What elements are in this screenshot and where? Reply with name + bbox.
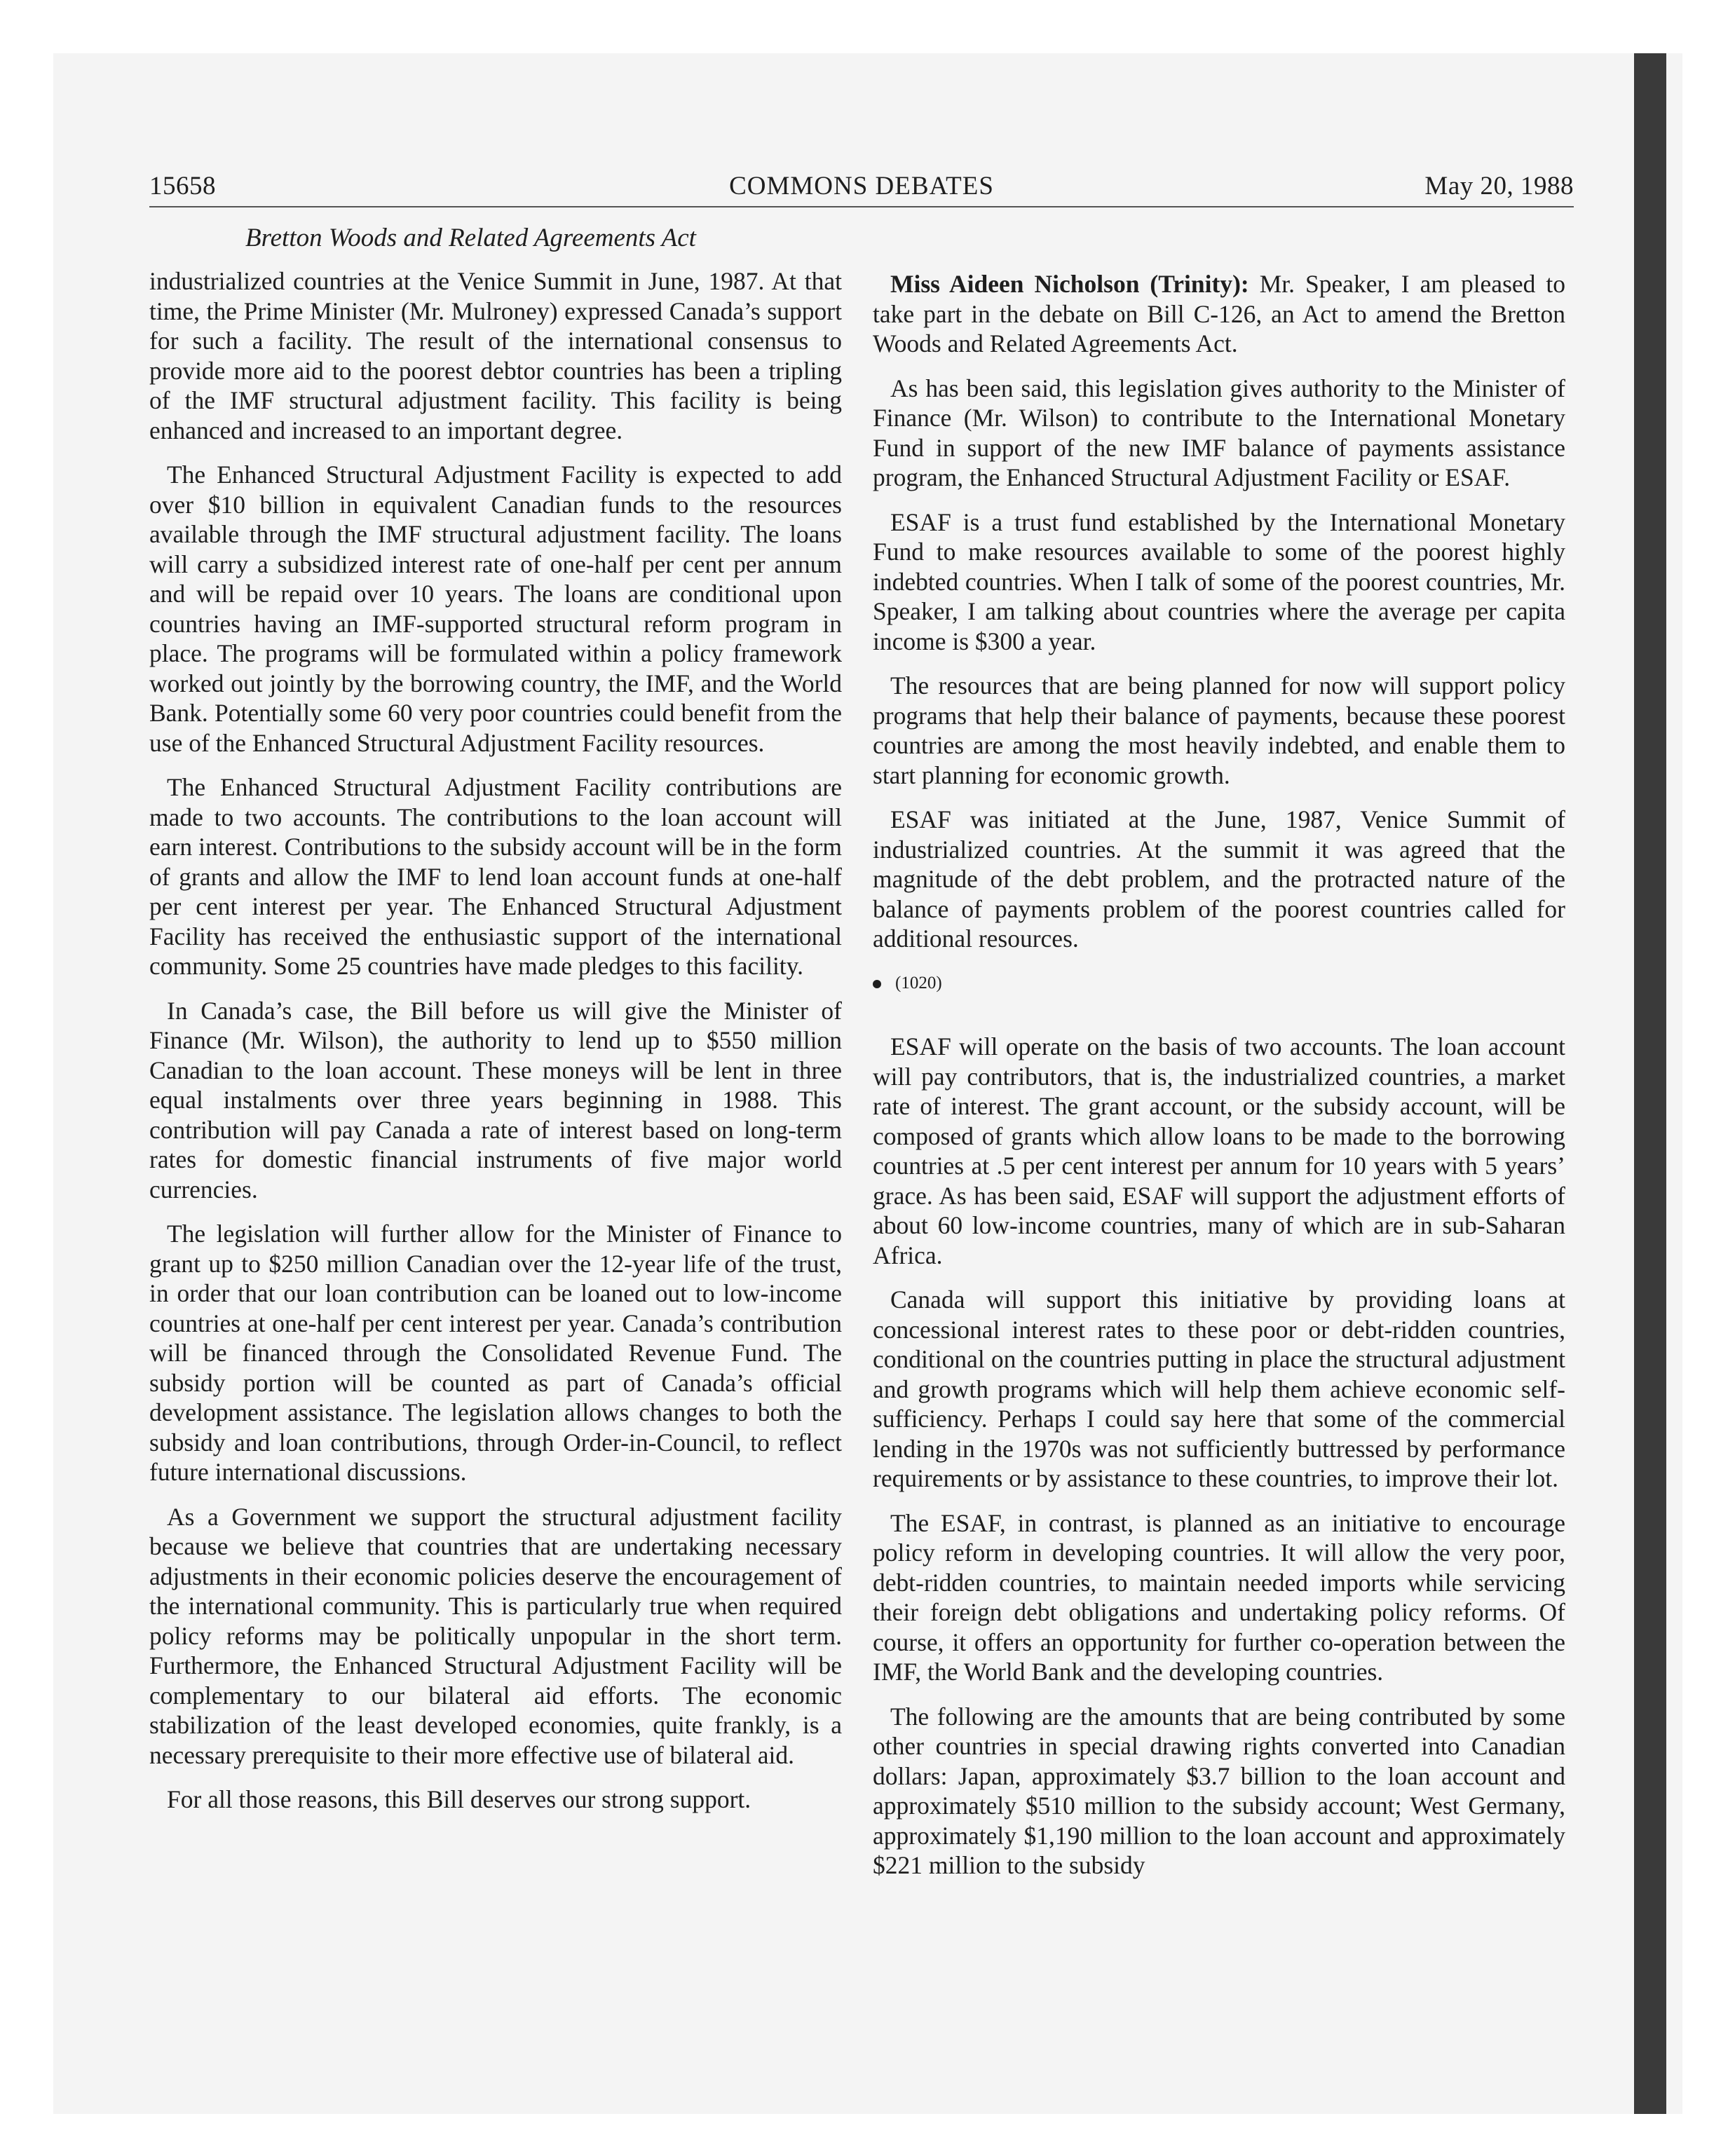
bullet-icon xyxy=(873,980,881,988)
paragraph: As has been said, this legislation gives authority to the Minister of Finance (Mr. Wilson) to contribute to the International Monetary Fund in support of the new IMF balance of payments assistance program, the Enhanced Structural Adjustment Facility or ESAF. xyxy=(873,374,1565,491)
publication-title: COMMONS DEBATES xyxy=(729,172,994,200)
left-column xyxy=(149,266,842,1829)
header-rule xyxy=(149,206,1574,207)
speech-opening xyxy=(873,269,1565,359)
paragraph: The resources that are being planned for now will support policy programs that help their balance of payments, because these poorest countries are among the most heavily indebted, and enable them to start planning for economic growth. xyxy=(873,671,1565,789)
paragraph: Canada will support this initiative by providing loans at concessional interest rates to these poor or debt-ridden countries, conditional on the countries putting in place the structural adjustment and growth programs which will help them achieve economic self-sufficiency. Perhaps I could say here that some of the commercial lending in the 1970s was not sufficiently buttressed by performance requirements or by assistance to these countries, to improve their lot. xyxy=(873,1285,1565,1492)
time-marker xyxy=(873,969,1565,999)
issue-date: May 20, 1988 xyxy=(1424,172,1574,200)
paragraph: The Enhanced Structural Adjustment Facility contributions are made to two accounts. The contributions to the loan account will earn interest. Contributions to the subsidy account will be in the form of grants and allow the IMF to lend loan account funds at one-half per cent interest per year. The Enhanced Structural Adjustment Facility has received the enthusiastic support of the international community. Some 25 countries have made pledges to this facility. xyxy=(149,773,842,980)
paragraph: The legislation will further allow for the Minister of Finance to grant up to $250 million Canadian over the 12-year life of the trust, in order that our loan contribution can be loaned out to low-income countries at one-half per cent interest per year. Canada’s contribution will be financed through the Consolidated Revenue Fund. The subsidy portion will be counted as part of Canada’s official development assistance. The legislation allows changes to both the subsidy and loan contributions, through Order-in-Council, to reflect future international discussions. xyxy=(149,1220,842,1486)
paragraph: ESAF will operate on the basis of two accounts. The loan account will pay contributors, that is, the industrialized countries, a market rate of interest. The grant account, or the subsidy account, will be composed of grants which allow loans to be made to the borrowing countries at .5 per cent interest per annum for 10 years with 5 years’ grace. As has been said, ESAF will support the adjustment efforts of about 60 low-income countries, many of which are in sub-Saharan Africa. xyxy=(873,1032,1565,1269)
scan-edge-bar xyxy=(1634,53,1666,2114)
paragraph: ESAF is a trust fund established by the International Monetary Fund to make resources available to some of the poorest highly indebted countries. When I talk of some of the poorest countries, Mr. Speaker, I am talking about countries where the average per capita income is $300 a year. xyxy=(873,507,1565,655)
paragraph: As a Government we support the structural adjustment facility because we believe that countries that are undertaking necessary adjustments in their economic policies deserve the encouragement of the international community. This is particularly true when required policy reforms may be politically unpopular in the short term. Furthermore, the Enhanced Structural Adjustment Facility will be complementary to our bilateral aid efforts. The economic stabilization of the least developed economies, quite frankly, is a necessary prerequisite to their more effective use of bilateral aid. xyxy=(149,1502,842,1769)
opening-text: Mr. Speaker, I am pleased to take part in the debate on Bill C-126, an Act to amend the Bretton Woods and Related Agreements Act. xyxy=(873,270,1565,357)
time-marker-label: (1020) xyxy=(895,973,942,992)
paragraph: For all those reasons, this Bill deserves our strong support. xyxy=(167,1785,751,1813)
paragraph: The following are the amounts that are being contributed by some other countries in special drawing rights converted into Canadian dollars: Japan, approximately $3.7 billion to the loan account and approximately $510 million to the subsidy account; West Germany, approximately $1,190 million to the loan account and approximately $221 million to the subsidy xyxy=(873,1702,1565,1879)
paragraph: In Canada’s case, the Bill before us will give the Minister of Finance (Mr. Wilson), the authority to lend up to $550 million Canadian to the loan account. These moneys will be lent in three equal instalments over three years beginning in 1988. This contribution will pay Canada a rate of interest based on long-term rates for domestic financial instruments of five major world currencies. xyxy=(149,996,842,1203)
page-number: 15658 xyxy=(149,172,216,200)
right-column xyxy=(873,269,1565,1895)
paragraph: industrialized countries at the Venice Summit in June, 1987. At that time, the Prime Minister (Mr. Mulroney) expressed Canada’s support for such a facility. The result of the international consensus to provide more aid to the poorest debtor countries has been a tripling of the IMF structural adjustment facility. This facility is being enhanced and increased to an important degree. xyxy=(149,267,842,444)
paragraph: The ESAF, in contrast, is planned as an initiative to encourage policy reform in developing countries. It will allow the very poor, debt-ridden countries, to maintain needed imports while servicing their foreign debt obligations and undertaking policy reforms. Of course, it offers an opportunity for further co-operation between the IMF, the World Bank and the developing countries. xyxy=(873,1508,1565,1686)
section-title: Bretton Woods and Related Agreements Act xyxy=(245,224,696,252)
paragraph: The Enhanced Structural Adjustment Facility is expected to add over $10 billion in equivalent Canadian funds to the resources available through the IMF structural adjustment facility. The loans will carry a subsidized interest rate of one-half per cent per annum and will be repaid over 10 years. The loans are conditional upon countries having an IMF-supported structural reform program in place. The programs will be formulated within a policy framework worked out jointly by the borrowing country, the IMF, and the World Bank. Potentially some 60 very poor countries could benefit from the use of the Enhanced Structural Adjustment Facility resources. xyxy=(149,460,842,757)
speaker-name: Miss Aideen Nicholson (Trinity): xyxy=(890,270,1249,298)
paragraph: ESAF was initiated at the June, 1987, Venice Summit of industrialized countries. At the summit it was agreed that the magnitude of the debt problem, and the protracted nature of the balance of payments problem of the poorest countries called for additional resources. xyxy=(873,805,1565,953)
running-head xyxy=(149,171,1574,207)
